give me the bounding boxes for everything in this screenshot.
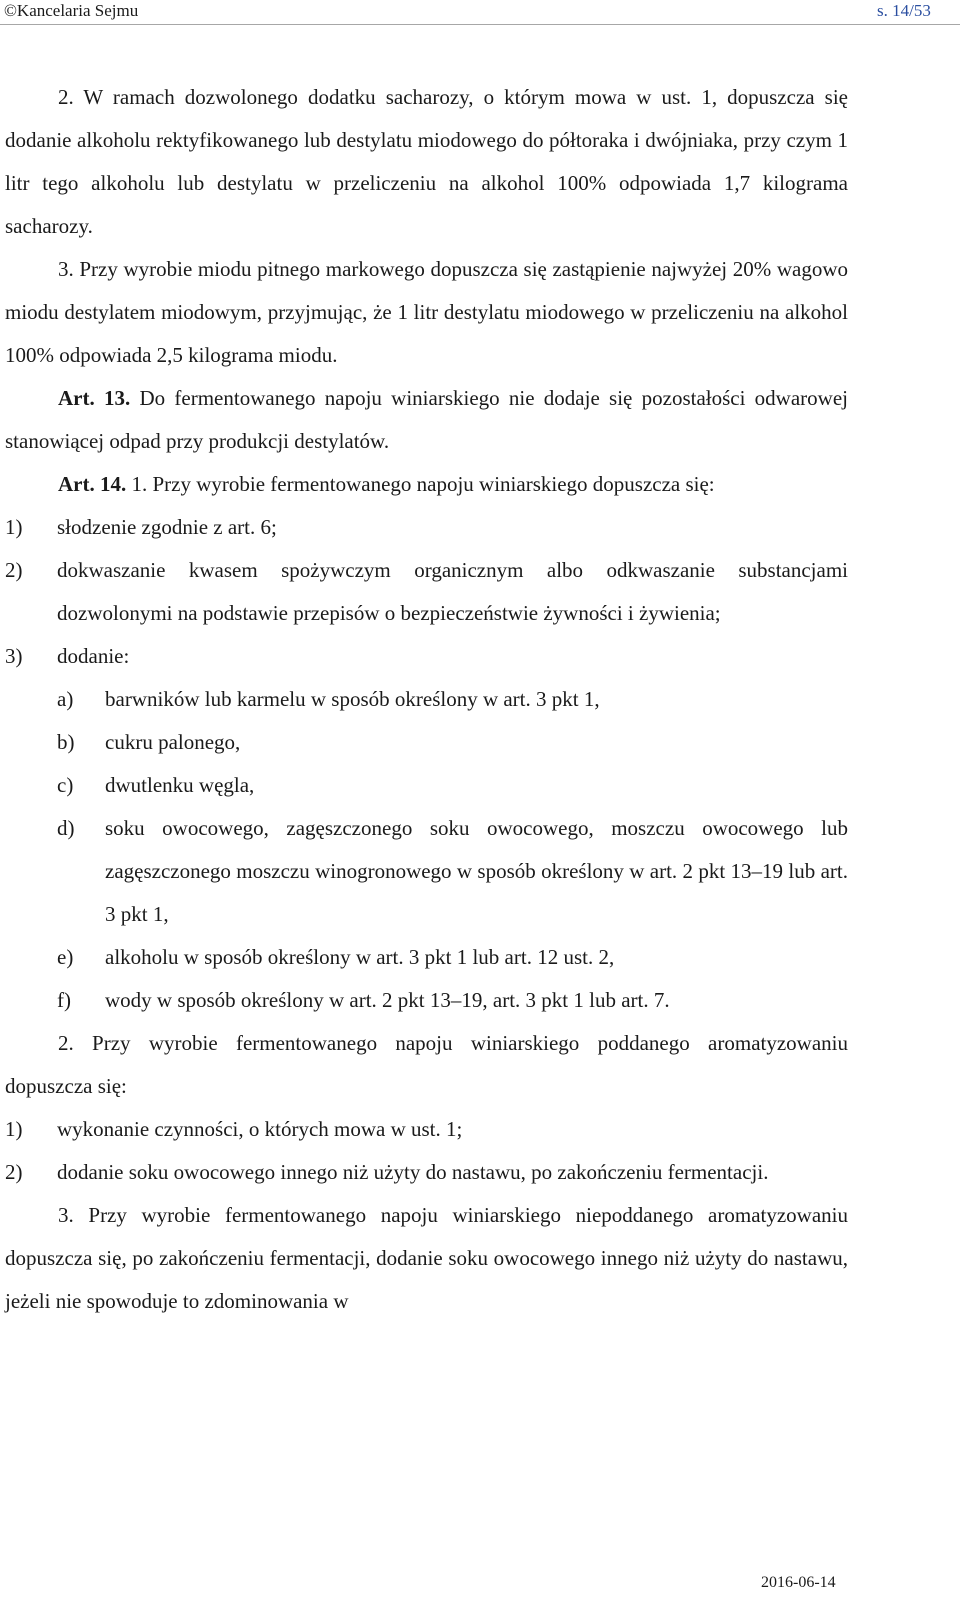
sublist-item-text: cukru palonego, [105,730,241,754]
page-number: s. 14/53 [877,1,931,20]
sublist-item-letter: a) [57,687,74,711]
sublist-item [5,721,848,764]
list-item-number: 2) [5,558,23,582]
paragraph-ust-2: 2. W ramach dozwolonego dodatku sacharozy, o którym mowa w ust. 1, dopuszcza się dodanie alkoholu rektyfikowanego lub destylatu miodowego do półtoraka i dwójniaka, przy czym 1 litr tego alkoholu lub destylatu w przeliczeniu na alkohol 100% odpowiada 1,7 kilograma sacharozy. [5,85,848,238]
list-item [5,1108,848,1151]
list-item-number: 1) [5,1117,23,1141]
footer-date: 2016-06-14 [761,1574,836,1591]
sublist-item [5,678,848,721]
list-item-text: dokwaszanie kwasem spożywczym organicznym albo odkwaszanie substancjami dozwolonymi na podstawie przepisów o bezpieczeństwie żywności i żywienia; [57,558,848,625]
article-13 [5,377,848,463]
list-item-number: 2) [5,1160,23,1184]
sublist-item-text: wody w sposób określony w art. 2 pkt 13–19, art. 3 pkt 1 lub art. 7. [105,988,670,1012]
list-item-text: słodzenie zgodnie z art. 6; [57,515,277,539]
sublist-item [5,807,848,936]
list-item-number: 3) [5,644,23,668]
sublist-item-letter: d) [57,816,75,840]
article-14 [5,463,848,506]
sublist-item-letter: c) [57,773,74,797]
list-item-text: wykonanie czynności, o których mowa w ust. 1; [57,1117,463,1141]
sublist-item-text: alkoholu w sposób określony w art. 3 pkt 1 lub art. 12 ust. 2, [105,945,615,969]
list-item-text: dodanie soku owocowego innego niż użyty do nastawu, po zakończeniu fermentacji. [57,1160,769,1184]
paragraph-ust-3-art-14: 3. Przy wyrobie fermentowanego napoju winiarskiego niepoddanego aromatyzowaniu dopuszcza się, po zakończeniu fermentacji, dodanie soku owocowego innego niż użyty do nastawu, jeżeli nie spowoduje to zdominowania w [5,1203,848,1313]
article-14-text: 1. Przy wyrobie fermentowanego napoju winiarskiego dopuszcza się: [126,472,715,496]
paragraph-ust-2-art-14: 2. Przy wyrobie fermentowanego napoju winiarskiego poddanego aromatyzowaniu dopuszcza się: [5,1031,848,1098]
sublist-item [5,979,848,1022]
list-item [5,549,848,635]
sublist-item [5,764,848,807]
list-item-text: dodanie: [57,644,130,668]
list-item-number: 1) [5,515,23,539]
sublist-item-letter: e) [57,945,74,969]
list-item [5,1151,848,1194]
sublist-item-letter: f) [57,988,71,1012]
copyright-text: ©Kancelaria Sejmu [4,1,139,20]
sublist-item-letter: b) [57,730,75,754]
list-item [5,635,848,678]
sublist-item-text: barwników lub karmelu w sposób określony w art. 3 pkt 1, [105,687,600,711]
article-13-label: Art. 13. [58,386,131,410]
page-header [0,0,960,25]
list-item [5,506,848,549]
sublist-item-text: soku owocowego, zagęszczonego soku owocowego, moszczu owocowego lub zagęszczonego moszczu winogronowego w sposób określony w art. 2 pkt 13–19 lub art. 3 pkt 1, [105,816,848,926]
article-14-label: Art. 14. [58,472,127,496]
article-13-text: Do fermentowanego napoju winiarskiego nie dodaje się pozostałości odwarowej stanowiącej odpad przy produkcji destylatów. [5,386,848,453]
sublist-item-text: dwutlenku węgla, [105,773,255,797]
document-body [5,76,848,1323]
paragraph-ust-3: 3. Przy wyrobie miodu pitnego markowego dopuszcza się zastąpienie najwyżej 20% wagowo miodu destylatem miodowym, przyjmując, że 1 litr destylatu miodowego w przeliczeniu na alkohol 100% odpowiada 2,5 kilograma miodu. [5,257,848,367]
sublist-item [5,936,848,979]
